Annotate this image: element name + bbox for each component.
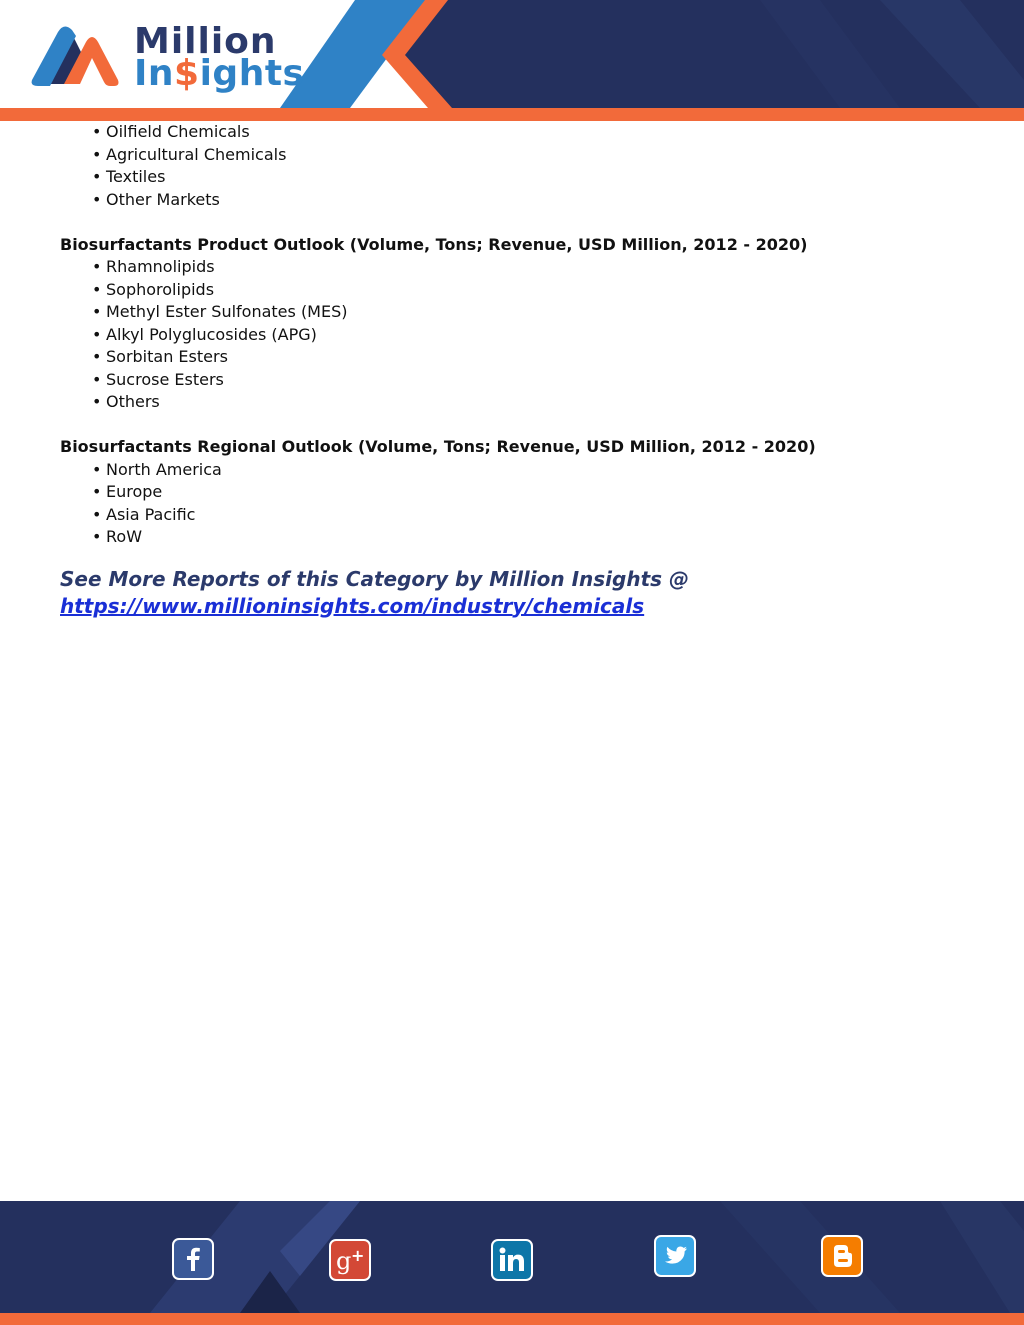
- blogger-button[interactable]: [821, 1235, 863, 1277]
- product-outlook-list: [60, 256, 960, 414]
- list-item: • Textiles: [92, 167, 166, 186]
- svg-text:+: +: [351, 1246, 365, 1265]
- list-item: • Oilfield Chemicals: [92, 122, 250, 141]
- twitter-button[interactable]: [654, 1235, 696, 1277]
- logo-wordmark-line2: In$ights: [134, 53, 305, 94]
- regional-outlook-heading: Biosurfactants Regional Outlook (Volume, Tons; Revenue, USD Million, 2012 - 2020): [60, 437, 816, 456]
- regional-outlook-list: [60, 459, 960, 549]
- list-item: • Alkyl Polyglucosides (APG): [92, 324, 317, 344]
- applications-list: [60, 121, 960, 211]
- list-item: • Agricultural Chemicals: [92, 144, 287, 164]
- list-item: • RoW: [92, 527, 143, 546]
- list-item: • Other Markets: [92, 189, 220, 209]
- list-item: • Asia Pacific: [92, 504, 196, 524]
- page-footer: [0, 1201, 1024, 1325]
- logo-dollar-sign: $: [174, 53, 200, 94]
- twitter-icon: [656, 1237, 694, 1275]
- svg-text:g: g: [336, 1247, 352, 1275]
- list-item: • Methyl Ester Sulfonates (MES): [92, 302, 348, 321]
- list-item: • Sophorolipids: [92, 279, 215, 299]
- see-more-text: See More Reports of this Category by Million Insights @: [60, 566, 689, 591]
- list-item: • Rhamnolipids: [92, 257, 215, 276]
- logo-wordmark-line1: Million: [134, 21, 277, 62]
- list-item: • Others: [92, 392, 160, 411]
- facebook-icon: [174, 1240, 212, 1278]
- google-plus-button[interactable]: [329, 1239, 371, 1281]
- chemicals-category-link[interactable]: https://www.millioninsights.com/industry/chemicals: [60, 593, 645, 618]
- blogger-icon: [823, 1237, 861, 1275]
- list-item: • Europe: [92, 482, 163, 501]
- facebook-button[interactable]: [172, 1238, 214, 1280]
- list-item: • Sucrose Esters: [92, 369, 224, 389]
- linkedin-icon: [493, 1241, 531, 1279]
- list-item: • Sorbitan Esters: [92, 347, 228, 366]
- page-header: [0, 0, 1024, 121]
- list-item: • North America: [92, 459, 222, 479]
- linkedin-button[interactable]: [491, 1239, 533, 1281]
- logo-mark-icon: [30, 24, 122, 90]
- google-plus-icon: [331, 1241, 369, 1279]
- product-outlook-heading: Biosurfactants Product Outlook (Volume, Tons; Revenue, USD Million, 2012 - 2020): [60, 234, 808, 254]
- million-insights-logo: [30, 21, 305, 94]
- report-content: [60, 121, 960, 620]
